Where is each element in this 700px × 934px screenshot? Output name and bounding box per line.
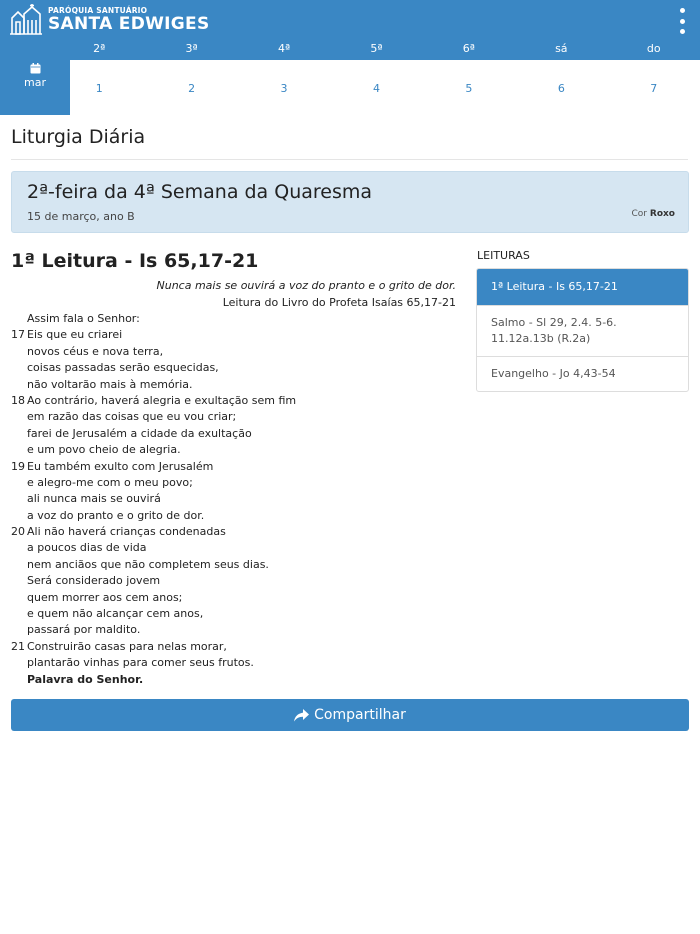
- verse-text: Eu também exulto com Jerusalém: [27, 459, 214, 473]
- logo-title: SANTA EDWIGES: [48, 13, 210, 34]
- verse-line: [11, 557, 481, 573]
- weekday-label: 2ª: [93, 42, 106, 55]
- calendar-day[interactable]: 3: [280, 82, 288, 95]
- parish-logo[interactable]: [8, 3, 210, 37]
- verse-text: plantarão vinhas para comer seus frutos.: [27, 656, 254, 670]
- verse-text: ali nunca mais se ouvirá: [27, 492, 161, 506]
- verse-line: [11, 459, 481, 475]
- calendar-day[interactable]: 5: [465, 82, 473, 95]
- liturgical-color: [632, 209, 675, 219]
- calendar-day[interactable]: 7: [650, 82, 658, 95]
- verse-number: 21: [11, 639, 25, 653]
- reading-title: 1ª Leitura - Is 65,17-21: [11, 250, 259, 272]
- verse-text: a poucos dias de vida: [27, 541, 147, 555]
- verse-line: [11, 442, 481, 458]
- verse-text: novos céus e nova terra,: [27, 344, 164, 358]
- calendar-day[interactable]: 1: [95, 82, 103, 95]
- color-label: Cor: [631, 209, 648, 219]
- verse-line: [11, 573, 481, 589]
- calendar-day[interactable]: 6: [557, 82, 565, 95]
- verse-number: 19: [11, 459, 25, 473]
- verse-text: e quem não alcançar cem anos,: [27, 607, 204, 621]
- verse-line: [11, 639, 481, 655]
- calendar-day[interactable]: 2: [188, 82, 196, 95]
- verse-line: [11, 491, 481, 507]
- verse-line: [11, 475, 481, 491]
- verse-line: [11, 540, 481, 556]
- liturgical-day-title: 2ª-feira da 4ª Semana da Quaresma: [27, 181, 373, 203]
- share-button[interactable]: [11, 699, 689, 731]
- verse-text: Ali não haverá crianças condenadas: [27, 525, 226, 539]
- verse-line: [11, 327, 481, 343]
- liturgical-date: 15 de março, ano B: [27, 210, 135, 223]
- weekday-label: 4ª: [277, 42, 291, 55]
- divider: [11, 159, 688, 160]
- reading-closing: [11, 672, 481, 688]
- reading-link-psalm[interactable]: Salmo - Sl 29, 2.4. 5-6. 11.12a.13b (R.2a): [477, 305, 688, 356]
- verse-text: Construirão casas para nelas morar,: [27, 639, 227, 653]
- verse-text: passará por maldito.: [27, 623, 141, 637]
- verse-line: [11, 590, 481, 606]
- kebab-menu-icon: [680, 19, 685, 24]
- overflow-menu-button[interactable]: [674, 8, 690, 34]
- verse-line: [11, 606, 481, 622]
- closing-text: Palavra do Senhor.: [27, 672, 144, 686]
- reading-link-first[interactable]: 1ª Leitura - Is 65,17-21: [477, 269, 688, 305]
- church-icon: [8, 4, 44, 36]
- verse-line: [11, 426, 481, 442]
- share-label: Compartilhar: [314, 707, 406, 723]
- verse-line: [11, 311, 481, 327]
- verse-line: [11, 360, 481, 376]
- reading-summary: Nunca mais se ouvirá a voz do pranto e o grito de dor.: [156, 279, 456, 292]
- verse-line: [11, 622, 481, 638]
- weekday-label: 3ª: [185, 42, 198, 55]
- verse-text: e um povo cheio de alegria.: [27, 443, 181, 457]
- week-days-row: [53, 60, 700, 115]
- verse-text: a voz do pranto e o grito de dor.: [27, 508, 205, 522]
- verse-text: coisas passadas serão esquecidas,: [27, 361, 219, 375]
- verse-text: e alegro-me com o meu povo;: [27, 475, 193, 489]
- weekday-label: 6ª: [462, 42, 475, 55]
- verse-line: [11, 344, 481, 360]
- kebab-menu-icon: [680, 8, 685, 13]
- verse-number: 18: [11, 393, 25, 407]
- verse-number: 20: [11, 525, 25, 539]
- weekday-label: 5ª: [370, 42, 383, 55]
- share-icon: [294, 709, 309, 722]
- verse-line: [11, 377, 481, 393]
- verse-text: quem morrer aos cem anos;: [27, 590, 183, 604]
- kebab-menu-icon: [680, 29, 685, 34]
- weekday-label: do: [646, 42, 661, 55]
- month-picker-button[interactable]: [0, 60, 70, 115]
- reading-link-gospel[interactable]: Evangelho - Jo 4,43-54: [477, 356, 688, 391]
- readings-heading: LEITURAS: [477, 249, 530, 262]
- verse-line: [11, 508, 481, 524]
- color-value: Roxo: [649, 209, 675, 219]
- weekday-header: [53, 42, 700, 58]
- reading-text: [11, 311, 481, 688]
- logo-subtitle: PARÓQUIA SANTUÁRIO: [48, 6, 148, 16]
- calendar-icon: [30, 63, 41, 74]
- verse-line: [11, 409, 481, 425]
- verse-text: Ao contrário, haverá alegria e exultação sem fim: [27, 393, 297, 407]
- verse-line: [11, 655, 481, 671]
- verse-line: [11, 524, 481, 540]
- verse-text: farei de Jerusalém a cidade da exultação: [27, 426, 252, 440]
- page-title: Liturgia Diária: [11, 126, 146, 148]
- readings-list: [476, 268, 689, 392]
- verse-number: 17: [11, 328, 25, 342]
- liturgical-day-panel: [11, 171, 689, 233]
- weekday-label: sá: [555, 42, 568, 55]
- verse-text: em razão das coisas que eu vou criar;: [27, 410, 237, 424]
- verse-text: Eis que eu criarei: [27, 328, 123, 342]
- month-label: mar: [24, 76, 46, 89]
- verse-text: Será considerado jovem: [27, 574, 161, 588]
- verse-line: [11, 393, 481, 409]
- verse-text: Assim fala o Senhor:: [27, 312, 140, 325]
- verse-text: nem anciãos que não completem seus dias.: [27, 557, 269, 571]
- calendar-day[interactable]: 4: [372, 82, 380, 95]
- reading-source: Leitura do Livro do Profeta Isaías 65,17-21: [222, 296, 456, 309]
- verse-text: não voltarão mais à memória.: [27, 377, 193, 391]
